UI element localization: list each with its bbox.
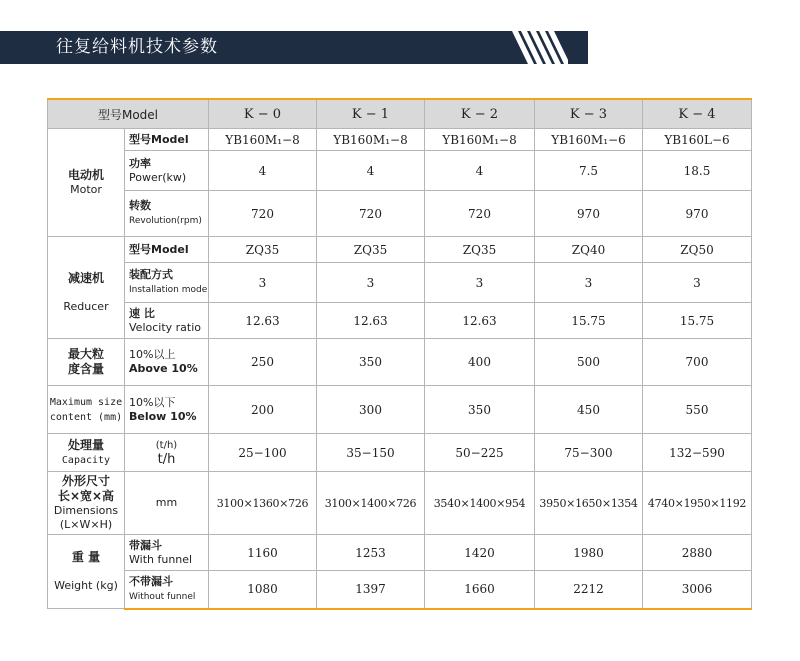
weight-label-cn: 重 量: [71, 550, 101, 564]
below-k4: 550: [643, 386, 752, 434]
reducer-ratio-k3: 15.75: [535, 303, 643, 339]
reducer-model-k1: ZQ35: [317, 237, 425, 263]
reducer-model-k0: ZQ35: [209, 237, 317, 263]
with-k1: 1253: [317, 535, 425, 571]
dimensions-k0: 3100×1360×726: [209, 472, 317, 535]
motor-power-k0: 4: [209, 151, 317, 191]
weight-group-label: [48, 535, 125, 609]
max-size-below-row: [48, 386, 752, 434]
reducer-group-label: [48, 237, 125, 339]
without-k3: 2212: [535, 571, 643, 609]
dimensions-k3: 3950×1650×1354: [535, 472, 643, 535]
weight-without-label: 不带漏斗 Without funnel: [125, 571, 209, 609]
reducer-ratio-k2: 12.63: [425, 303, 535, 339]
dimensions-row: [48, 472, 752, 535]
motor-group-label: [48, 129, 125, 237]
model-k1: K − 1: [317, 99, 425, 129]
capacity-k3: 75−300: [535, 434, 643, 472]
motor-model-k2: YB160M₁−8: [425, 129, 535, 151]
capacity-k1: 35−150: [317, 434, 425, 472]
reducer-install-k1: 3: [317, 263, 425, 303]
capacity-k0: 25−100: [209, 434, 317, 472]
dimensions-k2: 3540×1400×954: [425, 472, 535, 535]
capacity-label: 处理量 Capacity: [48, 434, 125, 472]
reducer-ratio-label: 速 比 Velocity ratio: [125, 303, 209, 339]
reducer-ratio-k1: 12.63: [317, 303, 425, 339]
motor-rev-k0: 720: [209, 191, 317, 237]
motor-model-k3: YB160M₁−6: [535, 129, 643, 151]
above-k1: 350: [317, 339, 425, 386]
motor-model-k4: YB160L−6: [643, 129, 752, 151]
page-title: 往复给料机技术参数: [56, 37, 218, 57]
dimensions-label: 外形尺寸 长×宽×高 Dimensions (L×W×H): [48, 472, 125, 535]
below-k3: 450: [535, 386, 643, 434]
without-k1: 1397: [317, 571, 425, 609]
reducer-install-k0: 3: [209, 263, 317, 303]
reducer-install-k2: 3: [425, 263, 535, 303]
reducer-model-row: [48, 237, 752, 263]
weight-without-row: [48, 571, 752, 609]
motor-model-k1: YB160M₁−8: [317, 129, 425, 151]
above-k3: 500: [535, 339, 643, 386]
motor-power-k1: 4: [317, 151, 425, 191]
model-k4: K − 4: [643, 99, 752, 129]
reducer-install-label: 装配方式 Installation mode: [125, 263, 209, 303]
motor-label-cn: 电动机: [67, 168, 104, 182]
title-banner: [0, 31, 588, 64]
motor-power-row: [48, 151, 752, 191]
model-header-cell: 型号Model: [48, 99, 209, 129]
header-row: [48, 99, 752, 129]
model-k2: K − 2: [425, 99, 535, 129]
model-k0: K − 0: [209, 99, 317, 129]
reducer-label-en: Reducer: [63, 300, 109, 313]
motor-model-row: [48, 129, 752, 151]
capacity-unit: (t/h) t/h: [125, 434, 209, 472]
capacity-row: [48, 434, 752, 472]
weight-label-en: Weight (kg): [54, 579, 118, 592]
above-k4: 700: [643, 339, 752, 386]
below-k1: 300: [317, 386, 425, 434]
motor-rev-k3: 970: [535, 191, 643, 237]
capacity-k2: 50−225: [425, 434, 535, 472]
below-k0: 200: [209, 386, 317, 434]
motor-power-k2: 4: [425, 151, 535, 191]
above-k2: 400: [425, 339, 535, 386]
max-size-above-row: [48, 339, 752, 386]
reducer-model-k2: ZQ35: [425, 237, 535, 263]
reducer-model-k3: ZQ40: [535, 237, 643, 263]
max-size-label-en: Maximum size content (mm): [48, 386, 125, 434]
reducer-ratio-k4: 15.75: [643, 303, 752, 339]
motor-rev-k2: 720: [425, 191, 535, 237]
stripes-decoration: [508, 31, 568, 64]
max-size-below-label: 10%以下 Below 10%: [125, 386, 209, 434]
with-k3: 1980: [535, 535, 643, 571]
below-k2: 350: [425, 386, 535, 434]
max-size-above-label: 10%以上 Above 10%: [125, 339, 209, 386]
dimensions-k4: 4740×1950×1192: [643, 472, 752, 535]
motor-model-label: 型号Model: [125, 129, 209, 151]
dimensions-k1: 3100×1400×726: [317, 472, 425, 535]
motor-rev-k4: 970: [643, 191, 752, 237]
without-k4: 3006: [643, 571, 752, 609]
reducer-model-k4: ZQ50: [643, 237, 752, 263]
model-k3: K − 3: [535, 99, 643, 129]
reducer-install-row: [48, 263, 752, 303]
without-k2: 1660: [425, 571, 535, 609]
dimensions-unit: mm: [125, 472, 209, 535]
reducer-model-label: 型号Model: [125, 237, 209, 263]
motor-rev-label: 转数 Revolution(rpm): [125, 191, 209, 237]
motor-power-k3: 7.5: [535, 151, 643, 191]
above-k0: 250: [209, 339, 317, 386]
motor-rev-row: [48, 191, 752, 237]
motor-rev-k1: 720: [317, 191, 425, 237]
max-size-label-cn: 最大粒 度含量: [48, 339, 125, 386]
motor-power-label: 功率 Power(kw): [125, 151, 209, 191]
weight-with-label: 带漏斗 With funnel: [125, 535, 209, 571]
with-k2: 1420: [425, 535, 535, 571]
capacity-k4: 132−590: [643, 434, 752, 472]
with-k4: 2880: [643, 535, 752, 571]
reducer-ratio-row: [48, 303, 752, 339]
motor-label-en: Motor: [70, 183, 102, 196]
reducer-install-k4: 3: [643, 263, 752, 303]
weight-with-row: [48, 535, 752, 571]
with-k0: 1160: [209, 535, 317, 571]
motor-model-k0: YB160M₁−8: [209, 129, 317, 151]
reducer-ratio-k0: 12.63: [209, 303, 317, 339]
motor-power-k4: 18.5: [643, 151, 752, 191]
without-k0: 1080: [209, 571, 317, 609]
reducer-install-k3: 3: [535, 263, 643, 303]
reducer-label-cn: 减速机: [67, 271, 104, 285]
spec-table: [47, 98, 752, 610]
